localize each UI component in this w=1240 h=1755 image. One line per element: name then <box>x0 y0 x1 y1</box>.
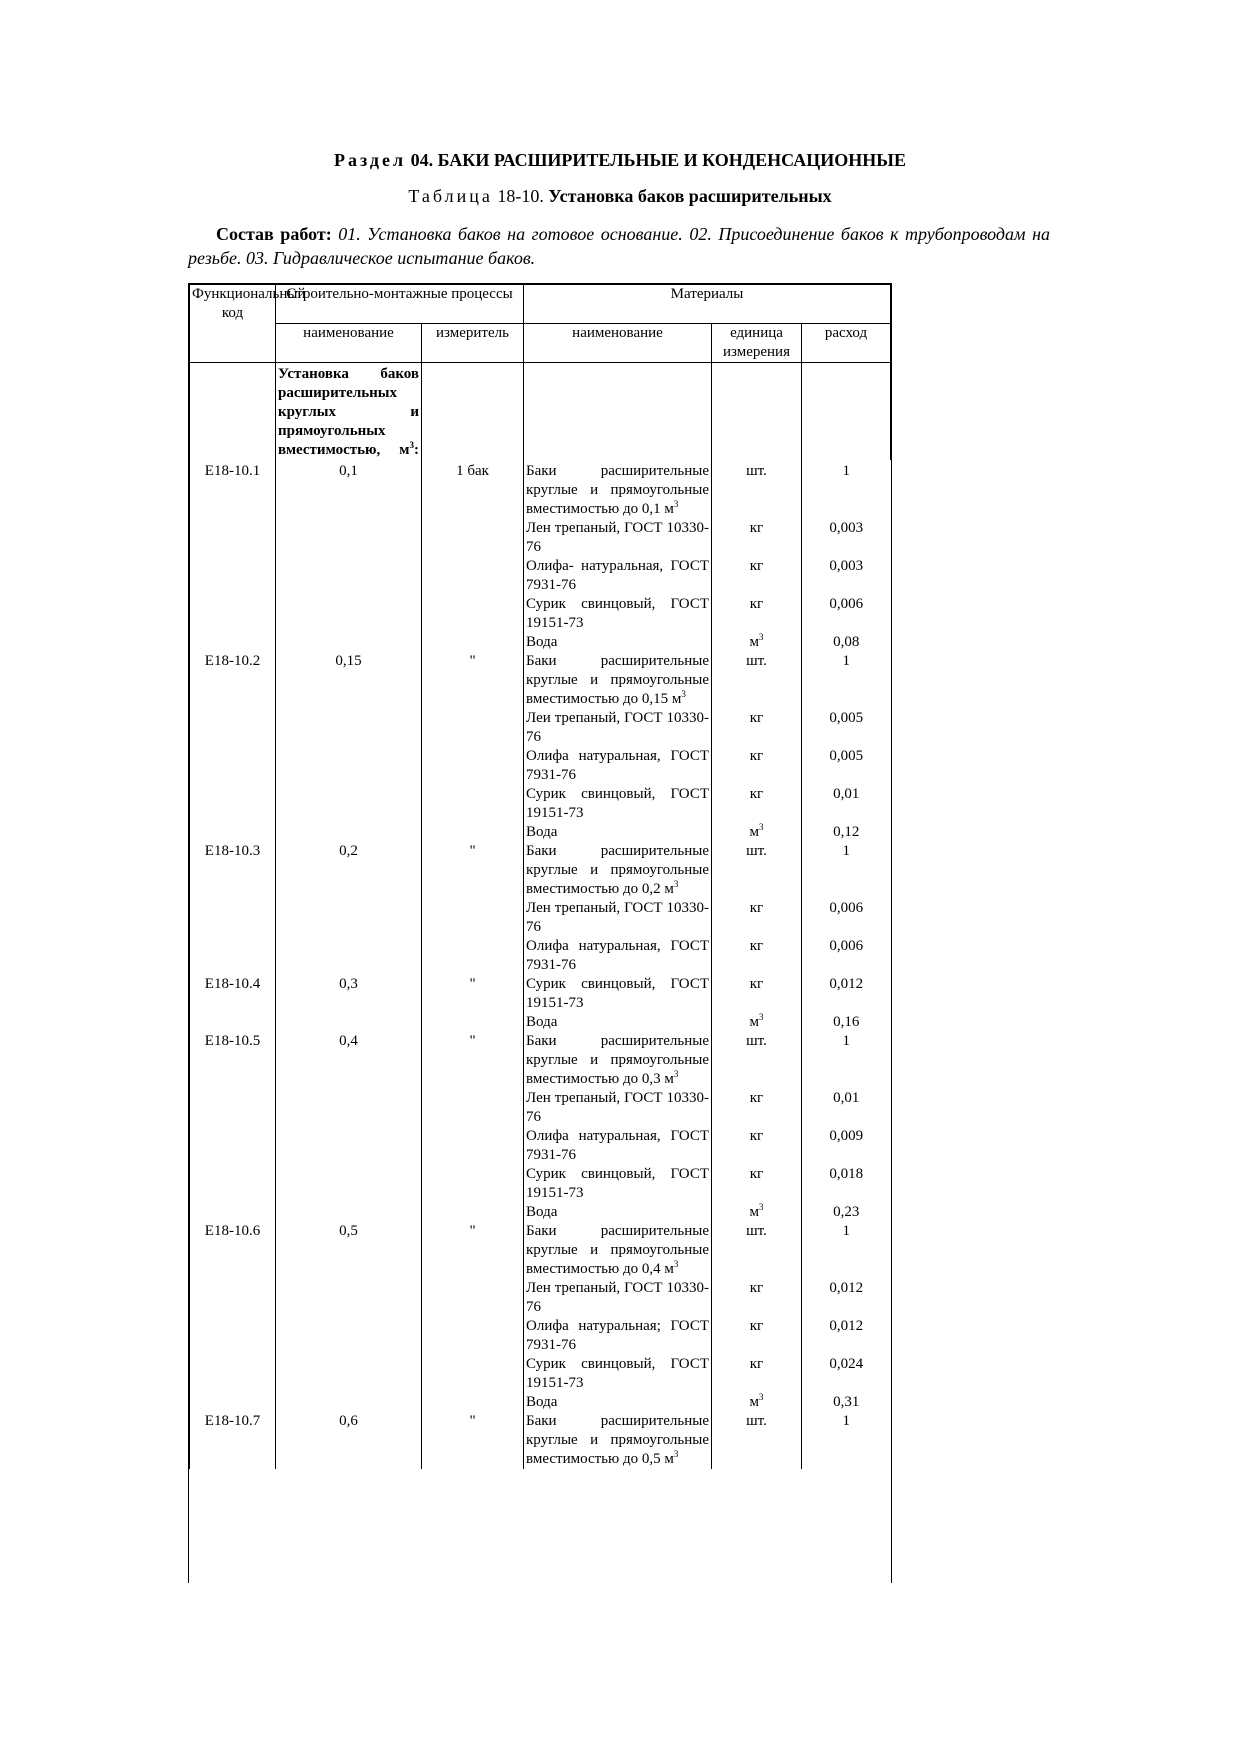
meter-cell <box>422 823 524 842</box>
material-cell: Олифа натуральная, ГОСТ 7931-76 <box>524 747 712 785</box>
unit-cell: шт. <box>712 1222 802 1279</box>
rate-cell: 0,006 <box>829 899 864 916</box>
unit-cell: кг <box>712 937 802 975</box>
rate-cell: 0,08 <box>833 633 860 650</box>
meter-cell: 1 бак <box>422 460 524 519</box>
name-cell <box>276 1013 422 1032</box>
code-cell <box>190 1317 276 1355</box>
meter-cell <box>422 1089 524 1127</box>
section-heading <box>0 150 1240 171</box>
material-cell: Вода <box>524 1203 712 1222</box>
rate-cell: 1 <box>842 462 851 479</box>
col-processes-header: Строительно-монтажные процессы <box>276 285 524 324</box>
material-cell: Баки расширительные круглые и прямоугольные вместимостью до 0,3 $м^3$ <box>524 1032 712 1089</box>
rate-cell: 0,012 <box>829 1279 864 1296</box>
name-cell: 0,4 <box>276 1032 422 1089</box>
col-code-header-cont <box>190 323 276 362</box>
group-mat-cell <box>524 362 712 460</box>
group-rate-cell <box>802 362 891 460</box>
meter-cell: " <box>422 1412 524 1469</box>
meter-cell <box>422 519 524 557</box>
meter-cell <box>422 1355 524 1393</box>
rate-cell: 0,23 <box>833 1203 860 1220</box>
meter-cell <box>422 1165 524 1203</box>
code-cell <box>190 1127 276 1165</box>
unit-cell: кг <box>712 899 802 937</box>
table-row <box>190 747 891 785</box>
name-cell: 0,2 <box>276 842 422 899</box>
meter-cell <box>422 937 524 975</box>
name-cell: 0,6 <box>276 1412 422 1469</box>
table-row <box>190 1165 891 1203</box>
material-cell: Олифа- натуральная, ГОСТ 7931-76 <box>524 557 712 595</box>
name-cell <box>276 1355 422 1393</box>
code-cell <box>190 823 276 842</box>
code-cell <box>190 1203 276 1222</box>
name-cell <box>276 1317 422 1355</box>
header-row-1 <box>190 285 891 324</box>
unit-cell: шт. <box>712 652 802 709</box>
material-cell: Сурик свинцовый, ГОСТ 19151-73 <box>524 785 712 823</box>
unit-cell: шт. <box>712 1412 802 1469</box>
table-row <box>190 1355 891 1393</box>
material-cell: Олифа натуральная, ГОСТ 7931-76 <box>524 1127 712 1165</box>
code-cell <box>190 1165 276 1203</box>
code-cell <box>190 1089 276 1127</box>
name-cell <box>276 1127 422 1165</box>
norms-table-frame <box>188 283 892 1583</box>
meter-cell: " <box>422 1222 524 1279</box>
unit-cell: кг <box>712 709 802 747</box>
unit-cell: кг <box>712 595 802 633</box>
meter-cell: " <box>422 652 524 709</box>
meter-cell <box>422 747 524 785</box>
code-cell <box>190 1279 276 1317</box>
table-row <box>190 1127 891 1165</box>
table-row <box>190 595 891 633</box>
material-cell: Олифа натуральная, ГОСТ 7931-76 <box>524 937 712 975</box>
norms-table <box>189 284 891 1469</box>
composition-label: Состав работ: <box>216 224 332 244</box>
unit-cell: кг <box>712 1165 802 1203</box>
name-cell <box>276 633 422 652</box>
rate-cell: 0,003 <box>829 519 864 536</box>
unit-cell: $м^3$ <box>712 633 802 652</box>
meter-cell <box>422 1013 524 1032</box>
header-row-2 <box>190 323 891 362</box>
group-unit-cell <box>712 362 802 460</box>
meter-cell <box>422 1393 524 1412</box>
name-cell <box>276 1089 422 1127</box>
table-row <box>190 842 891 899</box>
group-row <box>190 362 891 460</box>
rate-cell: 1 <box>842 1032 851 1049</box>
material-cell: Вода <box>524 823 712 842</box>
code-cell <box>190 785 276 823</box>
unit-cell: шт. <box>712 1032 802 1089</box>
meter-cell <box>422 1317 524 1355</box>
table-row <box>190 519 891 557</box>
meter-cell <box>422 1279 524 1317</box>
col-code-header: Функциональный код <box>190 285 276 324</box>
name-cell: 0,5 <box>276 1222 422 1279</box>
unit-cell: $м^3$ <box>712 1203 802 1222</box>
rate-cell: 0,16 <box>833 1013 860 1030</box>
name-cell <box>276 1279 422 1317</box>
material-cell: Лен трепаный, ГОСТ 10330-76 <box>524 1279 712 1317</box>
material-cell: Лен трепаный, ГОСТ 10330-76 <box>524 899 712 937</box>
table-row <box>190 652 891 709</box>
sub-name-header: наименование <box>276 323 422 362</box>
material-cell: Вода <box>524 633 712 652</box>
rate-cell: 0,012 <box>829 1317 864 1334</box>
name-cell <box>276 785 422 823</box>
code-cell <box>190 519 276 557</box>
table-row <box>190 1393 891 1412</box>
table-row <box>190 899 891 937</box>
table-row <box>190 975 891 1013</box>
rate-cell: 0,12 <box>833 823 860 840</box>
code-cell: Е18-10.4 <box>190 975 276 1013</box>
table-row <box>190 557 891 595</box>
rate-cell: 1 <box>842 1222 851 1239</box>
rate-cell: 0,012 <box>829 975 864 992</box>
sub-mat-unit-header: единица измерения <box>712 323 802 362</box>
meter-cell <box>422 595 524 633</box>
material-cell: Баки расширительные круглые и прямоугольные вместимостью до 0,5 $м^3$ <box>524 1412 712 1469</box>
rate-cell: 0,005 <box>829 747 864 764</box>
name-cell: 0,15 <box>276 652 422 709</box>
rate-cell: 0,01 <box>833 785 860 802</box>
code-cell <box>190 1355 276 1393</box>
table-row <box>190 823 891 842</box>
group-meter-cell <box>422 362 524 460</box>
unit-cell: кг <box>712 519 802 557</box>
code-cell <box>190 1393 276 1412</box>
code-cell: Е18-10.6 <box>190 1222 276 1279</box>
code-cell <box>190 633 276 652</box>
group-title: Установка баков расширительных круглых и прямоугольных вместимостью, $м^3$: <box>276 362 422 460</box>
unit-cell: кг <box>712 1317 802 1355</box>
material-cell: Леи трепаный, ГОСТ 10330-76 <box>524 709 712 747</box>
rate-cell: 0,024 <box>829 1355 864 1372</box>
table-number: 18-10. <box>497 186 544 206</box>
name-cell <box>276 747 422 785</box>
meter-cell: " <box>422 1032 524 1089</box>
code-cell <box>190 937 276 975</box>
group-code-cell <box>190 362 276 460</box>
material-cell: Баки расширительные круглые и прямоугольные вместимостью до 0,1 $м^3$ <box>524 460 712 519</box>
table-row <box>190 937 891 975</box>
meter-cell <box>422 557 524 595</box>
material-cell: Баки расширительные круглые и прямоугольные вместимостью до 0,4 $м^3$ <box>524 1222 712 1279</box>
unit-cell: кг <box>712 785 802 823</box>
code-cell: Е18-10.7 <box>190 1412 276 1469</box>
meter-cell: " <box>422 975 524 1013</box>
meter-cell <box>422 1203 524 1222</box>
table-row <box>190 785 891 823</box>
rate-cell: 0,01 <box>833 1089 860 1106</box>
code-cell: Е18-10.3 <box>190 842 276 899</box>
table-heading <box>0 186 1240 207</box>
unit-cell: кг <box>712 1089 802 1127</box>
name-cell <box>276 709 422 747</box>
table-row <box>190 1222 891 1279</box>
code-cell <box>190 1013 276 1032</box>
material-cell: Лен трепаный, ГОСТ 10330-76 <box>524 1089 712 1127</box>
rate-cell: 1 <box>842 842 851 859</box>
unit-cell: $м^3$ <box>712 1013 802 1032</box>
sub-mat-name-header: наименование <box>524 323 712 362</box>
name-cell <box>276 519 422 557</box>
unit-cell: шт. <box>712 842 802 899</box>
rate-cell: 1 <box>842 1412 851 1429</box>
unit-cell: кг <box>712 975 802 1013</box>
material-cell: Баки расширительные круглые и прямоугольные вместимостью до 0,2 $м^3$ <box>524 842 712 899</box>
code-cell <box>190 709 276 747</box>
name-cell <box>276 595 422 633</box>
table-row <box>190 1412 891 1469</box>
table-row <box>190 460 891 519</box>
code-cell <box>190 557 276 595</box>
table-row <box>190 1089 891 1127</box>
name-cell <box>276 1203 422 1222</box>
meter-cell <box>422 633 524 652</box>
name-cell <box>276 557 422 595</box>
code-cell <box>190 899 276 937</box>
rate-cell: 0,018 <box>829 1165 864 1182</box>
code-cell <box>190 595 276 633</box>
table-row <box>190 1317 891 1355</box>
rate-cell: 0,005 <box>829 709 864 726</box>
table-word: Таблица <box>408 186 493 206</box>
material-cell: Лен трепаный, ГОСТ 10330-76 <box>524 519 712 557</box>
rate-cell: 0,006 <box>829 595 864 612</box>
material-cell: Олифа натуральная; ГОСТ 7931-76 <box>524 1317 712 1355</box>
rate-cell: 0,31 <box>833 1393 860 1410</box>
meter-cell <box>422 1127 524 1165</box>
material-cell: Вода <box>524 1393 712 1412</box>
unit-cell: кг <box>712 1279 802 1317</box>
table-title: Установка баков расширительных <box>548 186 832 206</box>
section-title: 04. БАКИ РАСШИРИТЕЛЬНЫЕ И КОНДЕНСАЦИОННЫЕ <box>410 150 906 170</box>
unit-cell: кг <box>712 1355 802 1393</box>
code-cell <box>190 747 276 785</box>
name-cell: 0,3 <box>276 975 422 1013</box>
meter-cell: " <box>422 842 524 899</box>
material-cell: Сурик свинцовый, ГОСТ 19151-73 <box>524 595 712 633</box>
name-cell <box>276 823 422 842</box>
table-row <box>190 709 891 747</box>
material-cell: Вода <box>524 1013 712 1032</box>
sub-meter-header: измеритель <box>422 323 524 362</box>
rate-cell: 1 <box>842 652 851 669</box>
name-cell <box>276 899 422 937</box>
unit-cell: кг <box>712 557 802 595</box>
section-word: Раздел <box>334 150 407 170</box>
work-composition <box>188 222 1050 270</box>
name-cell <box>276 937 422 975</box>
unit-cell: кг <box>712 1127 802 1165</box>
table-row <box>190 633 891 652</box>
rate-cell: 0,003 <box>829 557 864 574</box>
meter-cell <box>422 785 524 823</box>
name-cell: 0,1 <box>276 460 422 519</box>
material-cell: Сурик свинцовый, ГОСТ 19151-73 <box>524 1355 712 1393</box>
code-cell: Е18-10.2 <box>190 652 276 709</box>
composition-text: 01. Установка баков на готовое основание. 02. Присоединение баков к трубопроводам на резьбе. 03. Гидравлическое испытание баков. <box>188 224 1050 268</box>
unit-cell: $м^3$ <box>712 823 802 842</box>
table-row <box>190 1279 891 1317</box>
sub-mat-rate-header: расход <box>802 323 891 362</box>
material-cell: Сурик свинцовый, ГОСТ 19151-73 <box>524 1165 712 1203</box>
col-materials-header: Материалы <box>524 285 891 324</box>
name-cell <box>276 1393 422 1412</box>
rate-cell: 0,006 <box>829 937 864 954</box>
table-row <box>190 1203 891 1222</box>
code-cell: Е18-10.1 <box>190 460 276 519</box>
unit-cell: $м^3$ <box>712 1393 802 1412</box>
meter-cell <box>422 709 524 747</box>
meter-cell <box>422 899 524 937</box>
rate-cell: 0,009 <box>829 1127 864 1144</box>
name-cell <box>276 1165 422 1203</box>
material-cell: Сурик свинцовый, ГОСТ 19151-73 <box>524 975 712 1013</box>
code-cell: Е18-10.5 <box>190 1032 276 1089</box>
unit-cell: кг <box>712 747 802 785</box>
table-row <box>190 1032 891 1089</box>
material-cell: Баки расширительные круглые и прямоугольные вместимостью до 0,15 $м^3$ <box>524 652 712 709</box>
table-row <box>190 1013 891 1032</box>
unit-cell: шт. <box>712 460 802 519</box>
